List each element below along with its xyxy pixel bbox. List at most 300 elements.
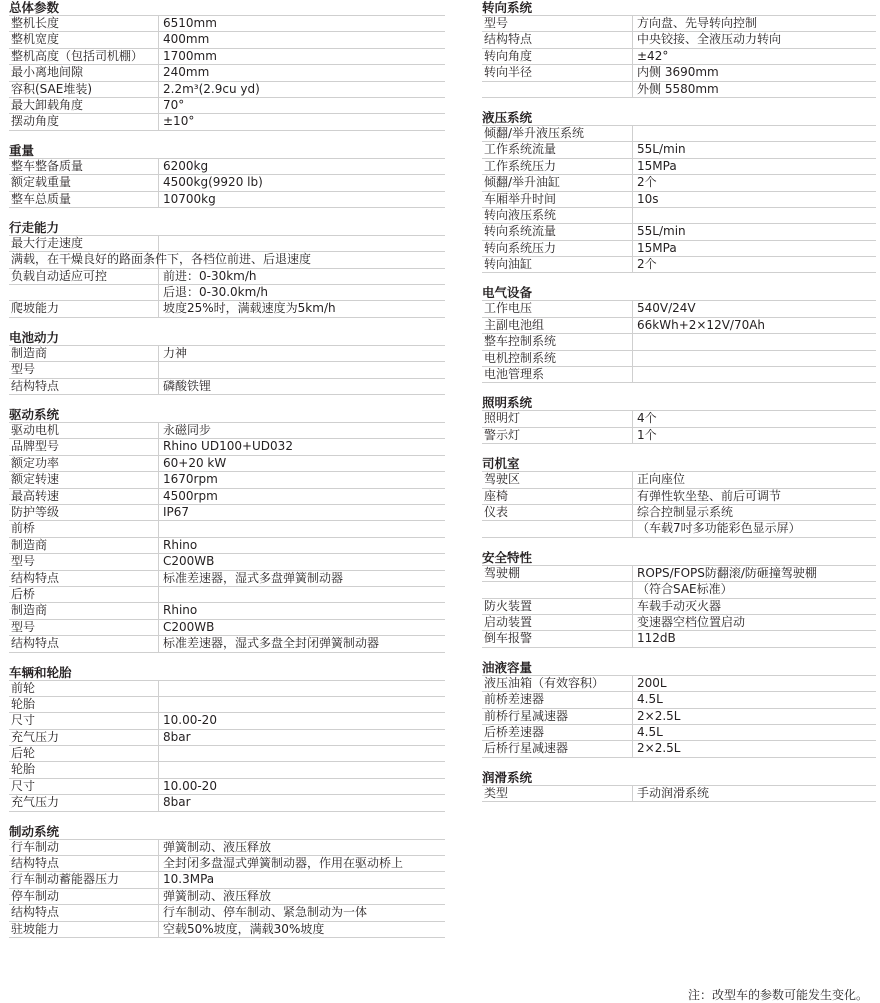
spec-row bbox=[9, 697, 445, 713]
spec-label: 型号 bbox=[11, 554, 36, 569]
spec-value: 外侧 5580mm bbox=[637, 81, 719, 96]
spec-label: 前桥差速器 bbox=[484, 692, 545, 707]
spec-row bbox=[9, 713, 445, 729]
spec-label: 结构特点 bbox=[11, 570, 60, 585]
spec-value: 弹簧制动、液压释放 bbox=[163, 888, 272, 903]
spec-label: 驱动电机 bbox=[11, 423, 60, 438]
spec-label: 驾驶区 bbox=[484, 472, 521, 487]
column-divider bbox=[632, 257, 633, 272]
spec-row bbox=[9, 82, 445, 98]
section-title: 重量 bbox=[9, 143, 445, 159]
spec-row bbox=[9, 285, 445, 301]
spec-value: ±10° bbox=[163, 114, 195, 129]
spec-row bbox=[482, 631, 876, 647]
spec-label: 制造商 bbox=[11, 603, 48, 618]
column-divider bbox=[632, 334, 633, 349]
spec-row bbox=[9, 362, 445, 378]
column-divider bbox=[632, 82, 633, 97]
spec-value: 2×2.5L bbox=[637, 708, 681, 723]
spec-label: 后桥差速器 bbox=[484, 724, 545, 739]
spec-value: 200L bbox=[637, 675, 667, 690]
spec-row bbox=[482, 241, 876, 257]
spec-label: 液压油箱（有效容积） bbox=[484, 675, 605, 690]
spec-label: 驻坡能力 bbox=[11, 921, 60, 936]
spec-label: 后桥 bbox=[11, 586, 36, 601]
column-divider bbox=[158, 889, 159, 904]
spec-value: 弹簧制动、液压释放 bbox=[163, 839, 272, 854]
spec-label: 整车整备质量 bbox=[11, 158, 84, 173]
spec-row bbox=[9, 905, 445, 921]
column-divider bbox=[632, 725, 633, 740]
spec-value: 中央铰接、全液压动力转向 bbox=[637, 32, 782, 47]
column-divider bbox=[632, 566, 633, 581]
spec-label: 转向油缸 bbox=[484, 257, 533, 272]
spec-value: 4个 bbox=[637, 411, 657, 426]
spec-row bbox=[482, 208, 876, 224]
spec-value: 6200kg bbox=[163, 158, 209, 173]
spec-row bbox=[9, 636, 445, 652]
column-divider bbox=[158, 159, 159, 174]
spec-row bbox=[482, 692, 876, 708]
spec-label: 转向系统流量 bbox=[484, 224, 557, 239]
column-divider bbox=[158, 114, 159, 129]
spec-label: 防护等级 bbox=[11, 504, 60, 519]
spec-row bbox=[9, 456, 445, 472]
spec-label: 转向半径 bbox=[484, 65, 533, 80]
spec-value: 10.00-20 bbox=[163, 713, 217, 728]
spec-row bbox=[482, 582, 876, 598]
spec-label: 主副电池组 bbox=[484, 317, 545, 332]
column-divider bbox=[158, 456, 159, 471]
spec-row bbox=[9, 779, 445, 795]
spec-row bbox=[482, 411, 876, 427]
spec-row bbox=[9, 423, 445, 439]
spec-row bbox=[482, 257, 876, 273]
column-divider bbox=[632, 175, 633, 190]
spec-label: 座椅 bbox=[484, 488, 509, 503]
spec-row bbox=[9, 236, 445, 252]
spec-label: 最高转速 bbox=[11, 488, 60, 503]
column-divider bbox=[632, 428, 633, 443]
spec-section bbox=[9, 407, 445, 652]
spec-value: 112dB bbox=[637, 631, 676, 646]
column-divider bbox=[632, 692, 633, 707]
spec-label: 类型 bbox=[484, 785, 509, 800]
column-divider bbox=[632, 599, 633, 614]
column-divider bbox=[632, 65, 633, 80]
spec-label: 倾翻/举升油缸 bbox=[484, 175, 561, 190]
column-divider bbox=[158, 346, 159, 361]
spec-section bbox=[9, 330, 445, 395]
spec-label: 照明灯 bbox=[484, 411, 521, 426]
spec-value: 后退：0-30.0km/h bbox=[163, 285, 268, 300]
spec-row bbox=[9, 730, 445, 746]
spec-value: 标准差速器，湿式多盘全封闭弹簧制动器 bbox=[163, 636, 380, 651]
spec-label: 轮胎 bbox=[11, 762, 36, 777]
section-title: 电池动力 bbox=[9, 330, 445, 346]
spec-value: Rhino bbox=[163, 603, 198, 618]
spec-label: 整车总质量 bbox=[11, 191, 72, 206]
spec-label: 整车控制系统 bbox=[484, 334, 557, 349]
spec-label: 结构特点 bbox=[11, 856, 60, 871]
spec-row bbox=[482, 16, 876, 32]
column-divider bbox=[632, 582, 633, 597]
spec-row bbox=[482, 521, 876, 537]
spec-section bbox=[482, 456, 876, 538]
section-title: 行走能力 bbox=[9, 220, 445, 236]
column-divider bbox=[158, 379, 159, 394]
spec-row bbox=[482, 709, 876, 725]
spec-section bbox=[482, 0, 876, 98]
spec-value: （车载7吋多功能彩色显示屏） bbox=[637, 521, 801, 536]
spec-section bbox=[482, 550, 876, 648]
section-title: 液压系统 bbox=[482, 110, 876, 126]
spec-label: 型号 bbox=[11, 619, 36, 634]
spec-value: 2个 bbox=[637, 175, 657, 190]
spec-row bbox=[482, 351, 876, 367]
column-divider bbox=[158, 681, 159, 696]
spec-label: 结构特点 bbox=[484, 32, 533, 47]
spec-value: 8bar bbox=[163, 795, 191, 810]
spec-row bbox=[9, 49, 445, 65]
spec-row bbox=[9, 379, 445, 395]
column-divider bbox=[632, 192, 633, 207]
column-divider bbox=[158, 521, 159, 536]
spec-value: 行车制动、停车制动、紧急制动为一体 bbox=[163, 905, 368, 920]
column-divider bbox=[158, 697, 159, 712]
spec-value: ±42° bbox=[637, 48, 669, 63]
column-divider bbox=[158, 587, 159, 602]
spec-label: 驾驶棚 bbox=[484, 565, 521, 580]
spec-row bbox=[9, 872, 445, 888]
spec-label: 后桥行星减速器 bbox=[484, 741, 569, 756]
column-divider bbox=[158, 872, 159, 887]
spec-value: 15MPa bbox=[637, 240, 677, 255]
spec-row bbox=[9, 346, 445, 362]
spec-value: 70° bbox=[163, 97, 185, 112]
spec-section bbox=[9, 0, 445, 131]
section-title: 司机室 bbox=[482, 456, 876, 472]
column-divider bbox=[158, 439, 159, 454]
column-divider bbox=[632, 411, 633, 426]
spec-label: 整机长度 bbox=[11, 16, 60, 30]
section-title: 照明系统 bbox=[482, 395, 876, 411]
spec-label: 电池管理系 bbox=[484, 367, 545, 382]
spec-label: 工作电压 bbox=[484, 301, 533, 316]
spec-label: 品牌型号 bbox=[11, 439, 60, 454]
spec-row bbox=[482, 175, 876, 191]
spec-label: 工作系统流量 bbox=[484, 142, 557, 157]
spec-row bbox=[9, 538, 445, 554]
column-divider bbox=[632, 367, 633, 382]
spec-label: 额定功率 bbox=[11, 455, 60, 470]
spec-value: C200WB bbox=[163, 619, 215, 634]
column-divider bbox=[158, 301, 159, 316]
column-divider bbox=[632, 142, 633, 157]
spec-label: 尺寸 bbox=[11, 713, 36, 728]
spec-label: 额定载重量 bbox=[11, 175, 72, 190]
spec-row bbox=[482, 224, 876, 240]
spec-value: 400mm bbox=[163, 32, 210, 47]
spec-row bbox=[482, 472, 876, 488]
spec-label: 前轮 bbox=[11, 680, 36, 695]
spec-label: 爬坡能力 bbox=[11, 301, 60, 316]
column-divider bbox=[158, 423, 159, 438]
column-divider bbox=[158, 713, 159, 728]
spec-label: 前桥 bbox=[11, 521, 36, 536]
spec-value: 1个 bbox=[637, 427, 657, 442]
column-divider bbox=[158, 32, 159, 47]
spec-label: 防火装置 bbox=[484, 598, 533, 613]
column-divider bbox=[632, 208, 633, 223]
spec-label: 整机高度（包括司机棚） bbox=[11, 48, 144, 63]
spec-row bbox=[482, 489, 876, 505]
column-divider bbox=[158, 538, 159, 553]
column-divider bbox=[158, 554, 159, 569]
spec-row bbox=[9, 439, 445, 455]
section-title: 总体参数 bbox=[9, 0, 445, 16]
column-divider bbox=[158, 762, 159, 777]
spec-value: 4.5L bbox=[637, 724, 663, 739]
spec-value: 240mm bbox=[163, 65, 210, 80]
right-column bbox=[482, 0, 876, 814]
spec-row bbox=[482, 159, 876, 175]
spec-label: 停车制动 bbox=[11, 888, 60, 903]
spec-value: 力神 bbox=[163, 345, 188, 360]
spec-label: 倾翻/举升液压系统 bbox=[484, 125, 585, 140]
column-divider bbox=[632, 489, 633, 504]
column-divider bbox=[158, 603, 159, 618]
spec-label: 结构特点 bbox=[11, 905, 60, 920]
spec-value: 方向盘、先导转向控制 bbox=[637, 16, 758, 30]
spec-label: 最大卸载角度 bbox=[11, 97, 84, 112]
spec-row bbox=[9, 175, 445, 191]
spec-value: 6510mm bbox=[163, 16, 217, 30]
spec-row bbox=[9, 32, 445, 48]
column-divider bbox=[158, 175, 159, 190]
spec-row bbox=[9, 192, 445, 208]
spec-row bbox=[9, 603, 445, 619]
spec-row bbox=[482, 566, 876, 582]
spec-row bbox=[482, 32, 876, 48]
spec-label: 转向液压系统 bbox=[484, 207, 557, 222]
spec-value: 有弹性软坐垫、前后可调节 bbox=[637, 488, 782, 503]
spec-label: 摆动角度 bbox=[11, 114, 60, 129]
spec-section bbox=[9, 824, 445, 938]
spec-row bbox=[9, 269, 445, 285]
column-divider bbox=[158, 746, 159, 761]
spec-row bbox=[9, 489, 445, 505]
spec-row bbox=[9, 521, 445, 537]
spec-label: 充气压力 bbox=[11, 729, 60, 744]
spec-value: 2个 bbox=[637, 257, 657, 272]
spec-section bbox=[9, 143, 445, 208]
spec-label: 额定转速 bbox=[11, 472, 60, 487]
left-column bbox=[9, 0, 445, 950]
column-divider bbox=[158, 795, 159, 810]
spec-row bbox=[9, 252, 445, 268]
spec-value: 车载手动灭火器 bbox=[637, 598, 722, 613]
spec-row bbox=[9, 889, 445, 905]
spec-label: 工作系统压力 bbox=[484, 158, 557, 173]
section-title: 油液容量 bbox=[482, 660, 876, 676]
spec-row bbox=[482, 505, 876, 521]
spec-row bbox=[482, 599, 876, 615]
section-title: 驱动系统 bbox=[9, 407, 445, 423]
spec-row bbox=[482, 367, 876, 383]
spec-label: 启动装置 bbox=[484, 614, 533, 629]
spec-value: ROPS/FOPS防翻滚/防砸撞驾驶棚 bbox=[637, 565, 817, 580]
column-divider bbox=[158, 922, 159, 937]
spec-row bbox=[9, 114, 445, 130]
column-divider bbox=[632, 676, 633, 691]
spec-value: 变速器空档位置启动 bbox=[637, 614, 746, 629]
spec-row bbox=[9, 65, 445, 81]
spec-value: 磷酸铁锂 bbox=[163, 378, 212, 393]
spec-label: 型号 bbox=[11, 362, 36, 377]
spec-label: 车厢举升时间 bbox=[484, 191, 557, 206]
spec-row bbox=[9, 505, 445, 521]
spec-section bbox=[482, 285, 876, 383]
column-divider bbox=[632, 224, 633, 239]
column-divider bbox=[158, 285, 159, 300]
spec-row bbox=[9, 16, 445, 32]
spec-value: 540V/24V bbox=[637, 301, 696, 316]
spec-label: 型号 bbox=[484, 16, 509, 30]
column-divider bbox=[632, 631, 633, 646]
spec-value: 10s bbox=[637, 191, 659, 206]
spec-row bbox=[9, 98, 445, 114]
spec-label: 轮胎 bbox=[11, 696, 36, 711]
section-title: 制动系统 bbox=[9, 824, 445, 840]
spec-row bbox=[482, 318, 876, 334]
spec-row bbox=[9, 681, 445, 697]
column-divider bbox=[632, 786, 633, 801]
spec-value: 15MPa bbox=[637, 158, 677, 173]
spec-value: 8bar bbox=[163, 729, 191, 744]
spec-label: 后轮 bbox=[11, 746, 36, 761]
spec-value: 10.3MPa bbox=[163, 872, 215, 887]
spec-row bbox=[482, 676, 876, 692]
spec-label: 制造商 bbox=[11, 345, 48, 360]
spec-label: 行车制动 bbox=[11, 839, 60, 854]
spec-label: 转向系统压力 bbox=[484, 240, 557, 255]
column-divider bbox=[632, 301, 633, 316]
column-divider bbox=[632, 126, 633, 141]
spec-row bbox=[9, 795, 445, 811]
spec-value: 10700kg bbox=[163, 191, 216, 206]
spec-value: 1700mm bbox=[163, 48, 217, 63]
column-divider bbox=[158, 65, 159, 80]
column-divider bbox=[632, 505, 633, 520]
column-divider bbox=[158, 571, 159, 586]
spec-value: 全封闭多盘湿式弹簧制动器，作用在驱动桥上 bbox=[163, 856, 404, 871]
spec-row bbox=[482, 725, 876, 741]
spec-value: 1670rpm bbox=[163, 472, 218, 487]
spec-section bbox=[482, 660, 876, 758]
section-title: 转向系统 bbox=[482, 0, 876, 16]
spec-label: 尺寸 bbox=[11, 778, 36, 793]
column-divider bbox=[158, 840, 159, 855]
spec-value: 永磁同步 bbox=[163, 423, 212, 438]
spec-label: 行车制动蓄能器压力 bbox=[11, 872, 120, 887]
spec-label: 容积(SAE堆装) bbox=[11, 81, 92, 96]
spec-row bbox=[9, 922, 445, 938]
spec-label: 负载自动适应可控 bbox=[11, 268, 108, 283]
spec-value: 55L/min bbox=[637, 224, 686, 239]
spec-row bbox=[9, 472, 445, 488]
column-divider bbox=[632, 32, 633, 47]
column-divider bbox=[158, 856, 159, 871]
spec-label: 制造商 bbox=[11, 537, 48, 552]
column-divider bbox=[632, 472, 633, 487]
spec-section bbox=[9, 665, 445, 812]
spec-row bbox=[482, 82, 876, 98]
spec-row bbox=[9, 620, 445, 636]
spec-value: 坡度25%时，满载速度为5km/h bbox=[163, 301, 336, 316]
spec-label: 仪表 bbox=[484, 504, 509, 519]
spec-row bbox=[9, 301, 445, 317]
column-divider bbox=[632, 241, 633, 256]
column-divider bbox=[158, 192, 159, 207]
spec-value: 标准差速器，湿式多盘弹簧制动器 bbox=[163, 570, 344, 585]
spec-label: 充气压力 bbox=[11, 795, 60, 810]
spec-value: Rhino UD100+UD032 bbox=[163, 439, 293, 454]
column-divider bbox=[632, 351, 633, 366]
column-divider bbox=[632, 49, 633, 64]
spec-value: 4.5L bbox=[637, 692, 663, 707]
column-divider bbox=[158, 49, 159, 64]
spec-row bbox=[482, 142, 876, 158]
spec-value: 手动润滑系统 bbox=[637, 785, 710, 800]
section-title: 电气设备 bbox=[482, 285, 876, 301]
spec-row bbox=[482, 49, 876, 65]
spec-label: 警示灯 bbox=[484, 427, 521, 442]
spec-row bbox=[482, 301, 876, 317]
spec-value: 4500rpm bbox=[163, 488, 218, 503]
column-divider bbox=[158, 362, 159, 377]
column-divider bbox=[158, 82, 159, 97]
spec-row bbox=[9, 587, 445, 603]
spec-label: 倒车报警 bbox=[484, 631, 533, 646]
spec-label: 前桥行星减速器 bbox=[484, 708, 569, 723]
column-divider bbox=[158, 905, 159, 920]
spec-row bbox=[9, 856, 445, 872]
column-divider bbox=[158, 779, 159, 794]
spec-label: 电机控制系统 bbox=[484, 350, 557, 365]
spec-row bbox=[9, 159, 445, 175]
spec-row bbox=[9, 571, 445, 587]
spec-label: 满载，在干燥良好的路面条件下，各档位前进、后退速度 bbox=[11, 252, 312, 267]
spec-value: 2×2.5L bbox=[637, 741, 681, 756]
section-title: 安全特性 bbox=[482, 550, 876, 566]
section-title: 润滑系统 bbox=[482, 770, 876, 786]
column-divider bbox=[158, 505, 159, 520]
spec-section bbox=[482, 395, 876, 444]
column-divider bbox=[158, 620, 159, 635]
spec-row bbox=[9, 554, 445, 570]
spec-value: 10.00-20 bbox=[163, 778, 217, 793]
spec-value: 2.2m³(2.9cu yd) bbox=[163, 81, 260, 96]
spec-label: 最大行走速度 bbox=[11, 235, 84, 250]
column-divider bbox=[158, 636, 159, 651]
column-divider bbox=[158, 489, 159, 504]
spec-label: 结构特点 bbox=[11, 636, 60, 651]
column-divider bbox=[632, 615, 633, 630]
spec-value: 空载50%坡度，满载30%坡度 bbox=[163, 921, 325, 936]
column-divider bbox=[632, 16, 633, 31]
spec-value: 前进：0-30km/h bbox=[163, 268, 257, 283]
